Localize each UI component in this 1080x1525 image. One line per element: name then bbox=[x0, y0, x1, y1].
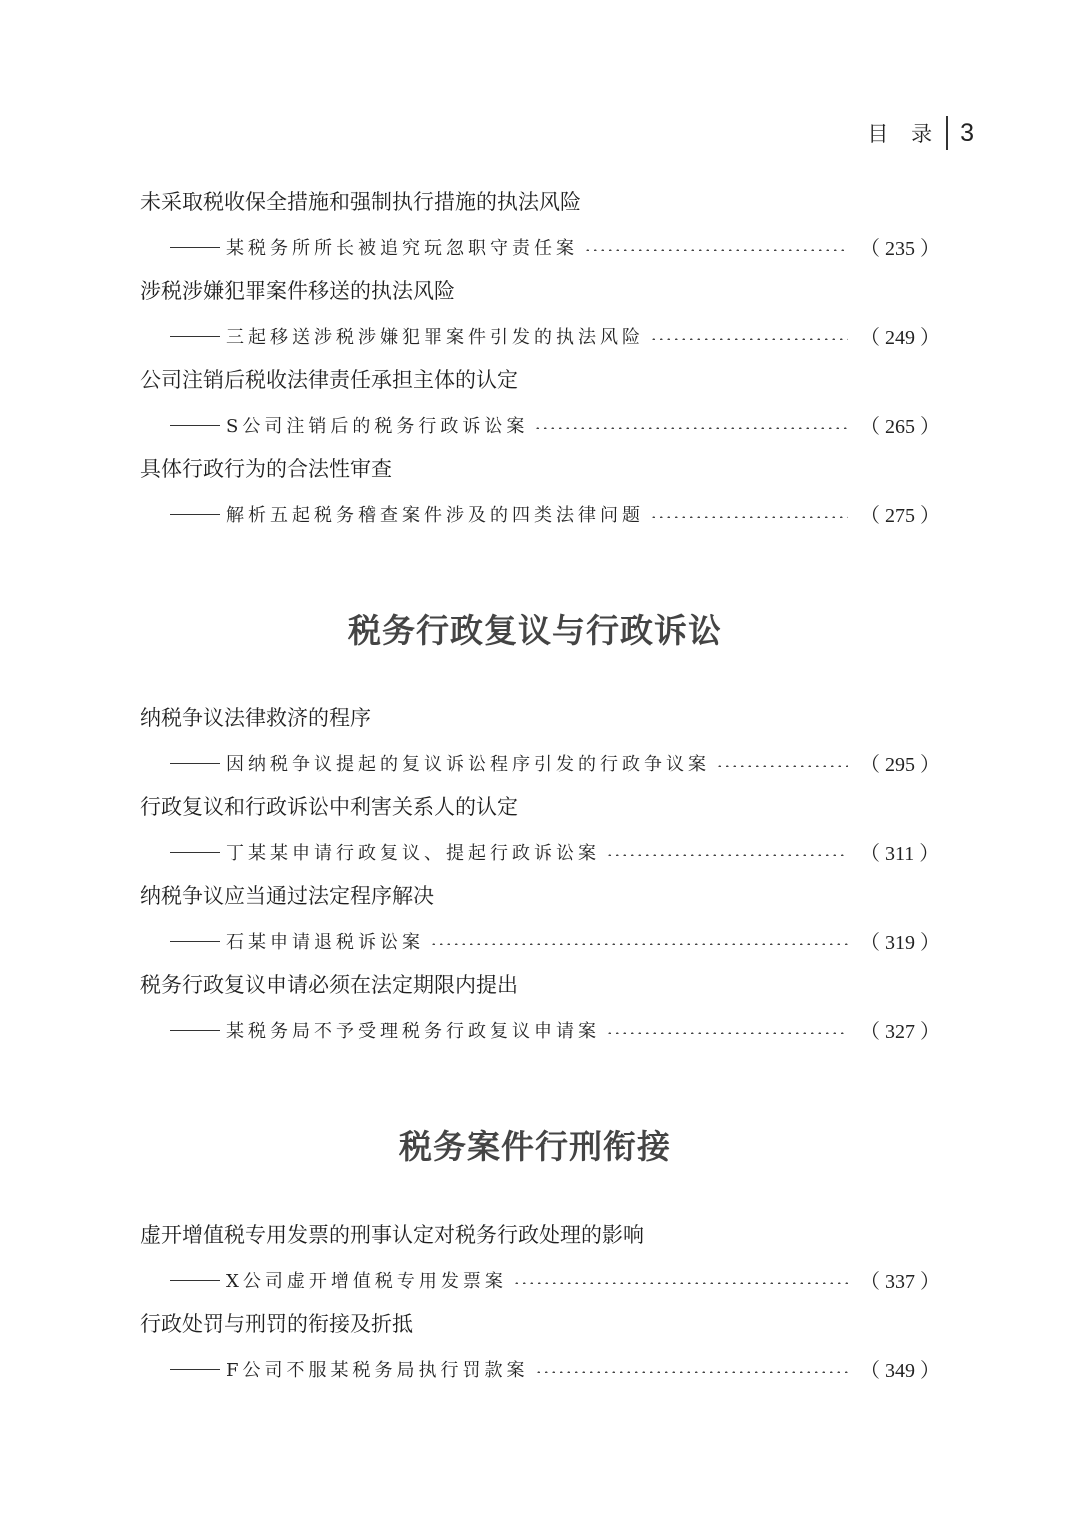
toc-entry[interactable] bbox=[140, 1304, 940, 1393]
entry-page: （ 275 ） bbox=[860, 505, 940, 527]
em-dash bbox=[170, 336, 220, 337]
entry-subtitle-row bbox=[140, 222, 940, 271]
entry-title: 纳税争议应当通过法定程序解决 bbox=[140, 884, 434, 908]
entry-title: 具体行政行为的合法性审查 bbox=[140, 457, 392, 481]
toc-entry[interactable] bbox=[140, 360, 940, 449]
toc-section-criminal-linkage bbox=[140, 1215, 940, 1393]
toc-section-continued bbox=[140, 182, 940, 538]
entry-subtitle-row bbox=[140, 1255, 940, 1304]
em-dash bbox=[170, 1280, 220, 1281]
em-dash bbox=[170, 852, 220, 853]
entry-subtitle-row bbox=[140, 916, 940, 965]
toc-section-tax-review-litigation bbox=[140, 698, 940, 1054]
entry-page: （ 337 ） bbox=[860, 1271, 940, 1293]
toc-entry[interactable] bbox=[140, 182, 940, 271]
dot-leader bbox=[535, 1371, 849, 1373]
entry-page: （ 349 ） bbox=[860, 1360, 940, 1382]
entry-subtitle: 因纳税争议提起的复议诉讼程序引发的行政争议案 bbox=[226, 753, 710, 775]
entry-subtitle-row bbox=[140, 738, 940, 787]
entry-page: （ 235 ） bbox=[860, 238, 940, 260]
entry-subtitle: 三起移送涉税涉嫌犯罪案件引发的执法风险 bbox=[226, 326, 644, 348]
em-dash bbox=[170, 941, 220, 942]
em-dash bbox=[170, 247, 220, 248]
toc-entry[interactable] bbox=[140, 698, 940, 787]
entry-title: 公司注销后税收法律责任承担主体的认定 bbox=[140, 368, 518, 392]
dot-leader bbox=[606, 854, 848, 856]
entry-subtitle-row bbox=[140, 1005, 940, 1054]
section-heading: 税务行政复议与行政诉讼 bbox=[348, 611, 722, 650]
page-number: 3 bbox=[960, 118, 974, 147]
dot-leader bbox=[716, 765, 848, 767]
running-head bbox=[867, 116, 974, 150]
entry-page: （ 295 ） bbox=[860, 754, 940, 776]
entry-page: （ 311 ） bbox=[860, 843, 940, 865]
toc-entry[interactable] bbox=[140, 965, 940, 1054]
entry-subtitle-row bbox=[140, 400, 940, 449]
em-dash bbox=[170, 1030, 220, 1031]
em-dash bbox=[170, 514, 220, 515]
entry-page: （ 249 ） bbox=[860, 327, 940, 349]
entry-title: 税务行政复议申请必须在法定期限内提出 bbox=[140, 973, 518, 997]
entry-title: 纳税争议法律救济的程序 bbox=[140, 706, 371, 730]
entry-subtitle: 解析五起税务稽查案件涉及的四类法律问题 bbox=[226, 504, 644, 526]
entry-title: 涉税涉嫌犯罪案件移送的执法风险 bbox=[140, 279, 455, 303]
entry-title: 行政处罚与刑罚的衔接及折抵 bbox=[140, 1312, 413, 1336]
entry-subtitle: 某税务所所长被追究玩忽职守责任案 bbox=[226, 237, 578, 259]
entry-subtitle: 石某申请退税诉讼案 bbox=[226, 931, 424, 953]
entry-subtitle-row bbox=[140, 311, 940, 360]
dot-leader bbox=[430, 943, 848, 945]
dot-leader bbox=[584, 249, 848, 251]
dot-leader bbox=[513, 1282, 848, 1284]
entry-page: （ 265 ） bbox=[860, 416, 940, 438]
toc-entry[interactable] bbox=[140, 876, 940, 965]
em-dash bbox=[170, 425, 220, 426]
toc-entry[interactable] bbox=[140, 271, 940, 360]
entry-page: （ 319 ） bbox=[860, 932, 940, 954]
entry-subtitle-row bbox=[140, 489, 940, 538]
toc-entry[interactable] bbox=[140, 449, 940, 538]
em-dash bbox=[170, 763, 220, 764]
em-dash bbox=[170, 1369, 220, 1370]
toc-entry[interactable] bbox=[140, 1215, 940, 1304]
dot-leader bbox=[534, 427, 848, 429]
entry-title: 虚开增值税专用发票的刑事认定对税务行政处理的影响 bbox=[140, 1223, 644, 1247]
entry-subtitle-row bbox=[140, 827, 940, 876]
dot-leader bbox=[606, 1032, 848, 1034]
running-head-label: 目 录 bbox=[867, 122, 941, 146]
entry-title: 行政复议和行政诉讼中利害关系人的认定 bbox=[140, 795, 518, 819]
entry-subtitle: X公司虚开增值税专用发票案 bbox=[226, 1270, 507, 1292]
entry-subtitle: F公司不服某税务局执行罚款案 bbox=[226, 1359, 529, 1381]
entry-title: 未采取税收保全措施和强制执行措施的执法风险 bbox=[140, 190, 581, 214]
entry-page: （ 327 ） bbox=[860, 1021, 940, 1043]
dot-leader bbox=[650, 516, 848, 518]
section-heading: 税务案件行刑衔接 bbox=[399, 1127, 671, 1166]
dot-leader bbox=[650, 338, 848, 340]
toc-entry[interactable] bbox=[140, 787, 940, 876]
entry-subtitle: 某税务局不予受理税务行政复议申请案 bbox=[226, 1020, 600, 1042]
running-head-divider bbox=[946, 116, 948, 150]
entry-subtitle: 丁某某申请行政复议、提起行政诉讼案 bbox=[226, 842, 600, 864]
entry-subtitle-row bbox=[140, 1344, 940, 1393]
entry-subtitle: S公司注销后的税务行政诉讼案 bbox=[226, 415, 529, 437]
